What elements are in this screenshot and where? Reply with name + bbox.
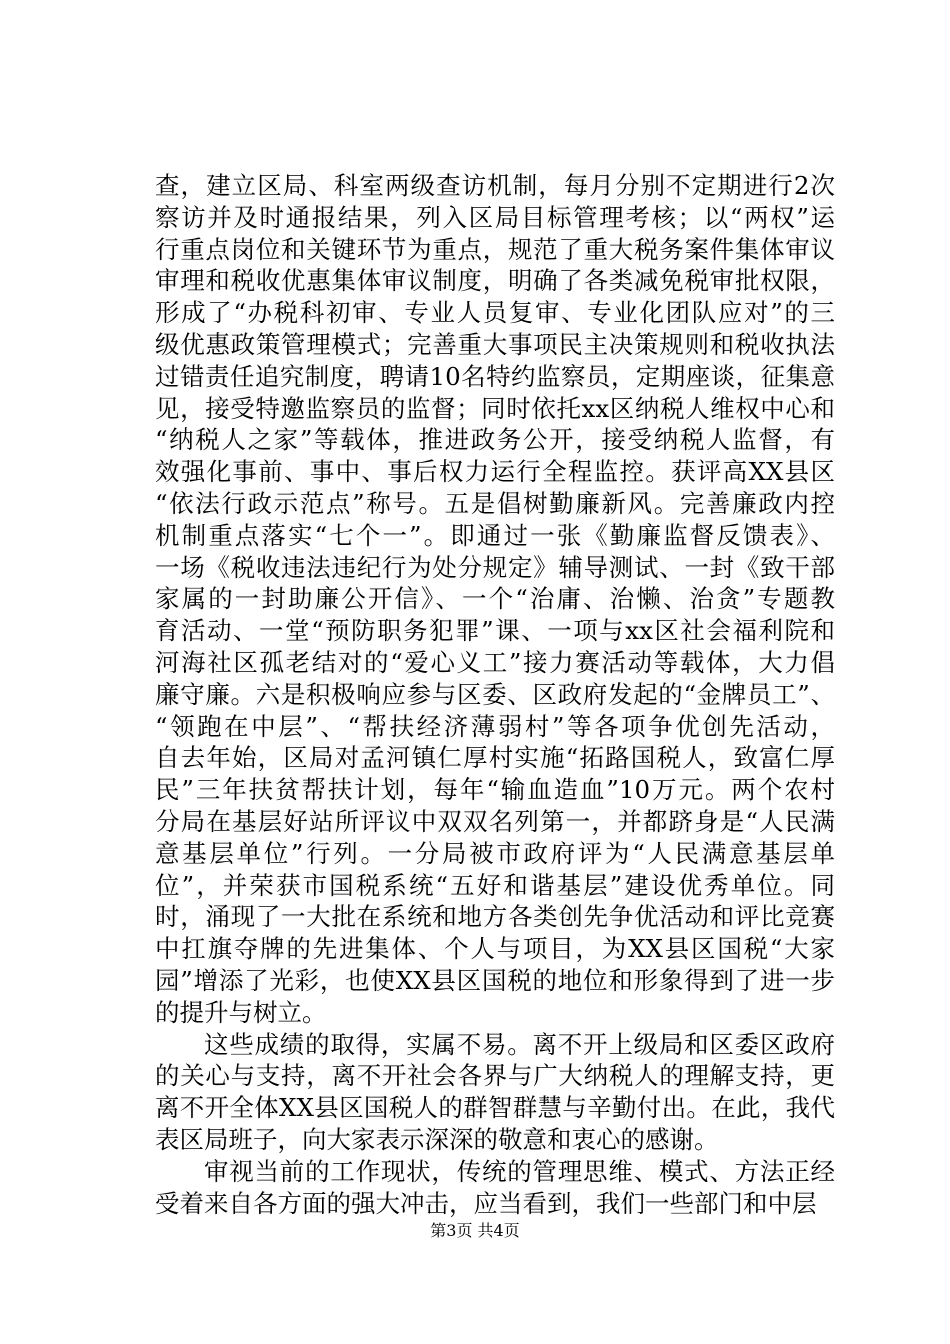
paragraph-1-line: 察访并及时通报结果，列入区局目标管理考核；以“两权”运 (155, 202, 835, 232)
paragraph-2-line: 离不开全体XX县区国税人的群智群慧与辛勤付出。在此，我代 (155, 1093, 835, 1123)
paragraph-1-line: 自去年始，区局对孟河镇仁厚村实施“拓路国税人，致富仁厚 (155, 743, 835, 773)
paragraph-1-line: “纳税人之家”等载体，推进政务公开，接受纳税人监督，有 (155, 425, 835, 455)
paragraph-2-line: 的关心与支持，离不开社会各界与广大纳税人的理解支持，更 (155, 1061, 835, 1091)
paragraph-1-line: 机制重点落实“七个一”。即通过一张《勤廉监督反馈表》、 (155, 520, 835, 550)
paragraph-2-line: 表区局班子，向大家表示深深的敬意和衷心的感谢。 (155, 1124, 719, 1154)
paragraph-1-line: 效强化事前、事中、事后权力运行全程监控。获评高XX县区 (155, 457, 835, 487)
paragraph-1-line: 级优惠政策管理模式；完善重大事项民主决策规则和税收执法 (155, 329, 835, 359)
paragraph-1-line: 时，涌现了一大批在系统和地方各类创先争优活动和评比竞赛 (155, 902, 835, 932)
paragraph-1-line: 行重点岗位和关键环节为重点，规范了重大税务案件集体审议 (155, 234, 835, 264)
paragraph-1-line: 查，建立区局、科室两级查访机制，每月分别不定期进行2次 (155, 171, 835, 200)
paragraph-1-line: 民”三年扶贫帮扶计划，每年“输血造血”10万元。两个农村 (155, 775, 835, 805)
paragraph-1-line: 过错责任追究制度，聘请10名特约监察员，定期座谈，征集意 (155, 361, 835, 391)
paragraph-1-line: 廉守廉。六是积极响应参与区委、区政府发起的“金牌员工”、 (155, 679, 835, 709)
paragraph-1-line: “依法行政示范点”称号。五是倡树勤廉新风。完善廉政内控 (155, 488, 835, 518)
paragraph-1-line: 见，接受特邀监察员的监督；同时依托xx区纳税人维权中心和 (155, 393, 835, 423)
paragraph-1-line: 一场《税收违法违纪行为处分规定》辅导测试、一封《致干部 (155, 552, 835, 582)
paragraph-1-line: “领跑在中层”、“帮扶经济薄弱村”等各项争优创先活动， (155, 711, 835, 741)
paragraph-1-line: 家属的一封助廉公开信》、一个“治庸、治懒、治贪”专题教 (155, 584, 835, 614)
paragraph-1-line: 河海社区孤老结对的“爱心义工”接力赛活动等载体，大力倡 (155, 647, 835, 677)
paragraph-1-line: 中扛旗夺牌的先进集体、个人与项目，为XX县区国税“大家 (155, 934, 835, 964)
page-footer: 第3页 共4页 (430, 1221, 520, 1240)
paragraph-1-line: 位”，并荣获市国税系统“五好和谐基层”建设优秀单位。同 (155, 870, 835, 900)
paragraph-1-line: 形成了“办税科初审、专业人员复审、专业化团队应对”的三 (155, 298, 835, 328)
paragraph-1-line: 育活动、一堂“预防职务犯罪”课、一项与xx区社会福利院和 (155, 616, 835, 646)
paragraph-1-line: 园”增添了光彩，也使XX县区国税的地位和形象得到了进一步 (155, 965, 835, 995)
body-text (155, 170, 835, 1219)
paragraph-2-line: 这些成绩的取得，实属不易。离不开上级局和区委区政府 (204, 1029, 835, 1059)
paragraph-1-line: 意基层单位”行列。一分局被市政府评为“人民满意基层单 (155, 838, 835, 868)
paragraph-1-line: 审理和税收优惠集体审议制度，明确了各类减免税审批权限， (155, 266, 835, 296)
paragraph-1-line: 分局在基层好站所评议中双双名列第一，并都跻身是“人民满 (155, 806, 835, 836)
paragraph-1-line: 的提升与树立。 (155, 997, 327, 1027)
paragraph-3-line: 受着来自各方面的强大冲击，应当看到，我们一些部门和中层 (155, 1188, 817, 1218)
paragraph-3-line: 审视当前的工作现状，传统的管理思维、模式、方法正经 (204, 1156, 835, 1186)
